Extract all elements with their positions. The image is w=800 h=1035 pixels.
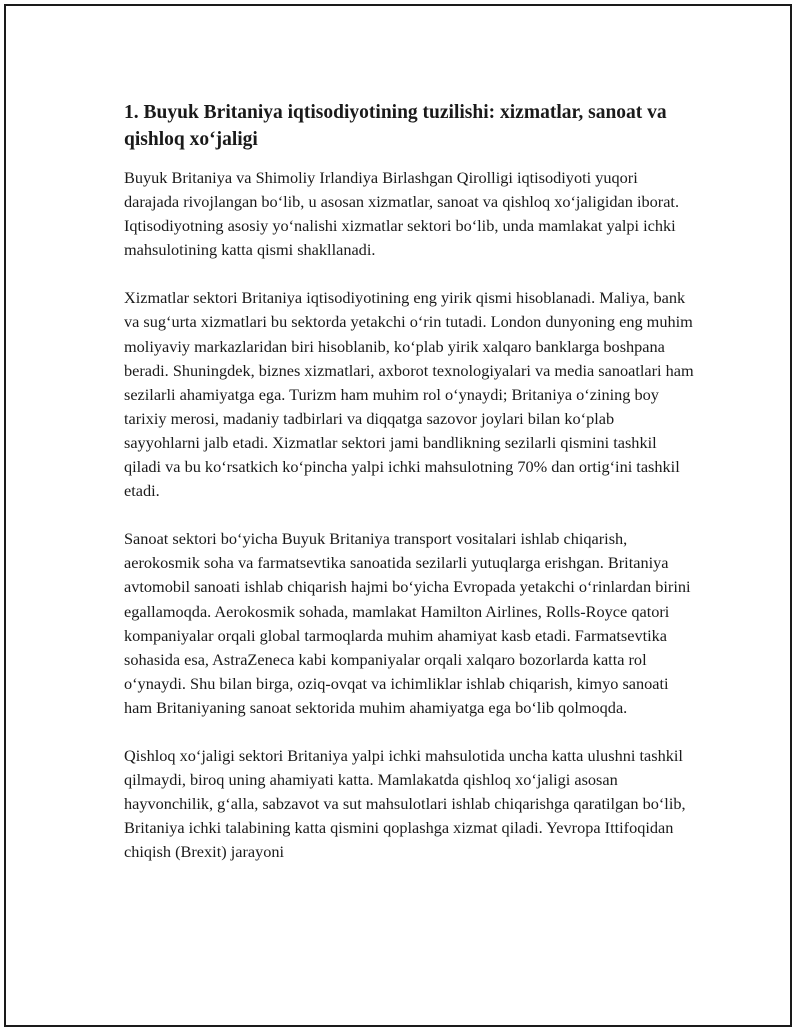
page-frame [4, 4, 792, 1027]
paragraph-agriculture: Qishloq xo‘jaligi sektori Britaniya yalpi ichki mahsulotida uncha katta ulushni tashkil qilmaydi, biroq uning ahamiyati katta. Mamlakatda qishloq xo‘jaligi asosan hayvonchilik, g‘alla, sabzavot va sut mahsulotlari ishlab chiqarishga qaratilgan bo‘lib, Britaniya ichki talabining katta qismini qoplashga xizmat qiladi. Yevropa Ittifoqidan chiqish (Brexit) jarayoni [124, 745, 686, 862]
section-heading: 1. Buyuk Britaniya iqtisodiyotining tuzilishi: xizmatlar, sanoat va qishloq xo‘jaligi [124, 102, 667, 150]
paragraph-intro: Buyuk Britaniya va Shimoliy Irlandiya Birlashgan Qirolligi iqtisodiyoti yuqori darajada rivojlangan bo‘lib, u asosan xizmatlar, sanoat va qishloq xo‘jaligidan iborat. Iqtisodiyotning asosiy yo‘nalishi xizmatlar sektori bo‘lib, unda mamlakat yalpi ichki mahsulotining katta qismi shakllanadi. [124, 168, 680, 260]
paragraph-services: Xizmatlar sektori Britaniya iqtisodiyotining eng yirik qismi hisoblanadi. Maliya, bank va sug‘urta xizmatlari bu sektorda yetakchi o‘rin tutadi. London dunyoning eng muhim moliyaviy markazlaridan biri hisoblanib, ko‘plab yirik xalqaro banklarga boshpana beradi. Shuningdek, biznes xizmatlari, axborot texnologiyalari va media sanoatlari ham sezilarli ahamiyatga ega. Turizm ham muhim rol o‘ynaydi; Britaniya o‘zining boy tarixiy merosi, madaniy tadbirlari va diqqatga sazovor joylari bilan ko‘plab sayyohlarni jalb etadi. Xizmatlar sektori jami bandlikning sezilarli qismini tashkil qiladi va bu ko‘rsatkich ko‘pincha yalpi ichki mahsulotning 70% dan ortig‘ini tashkil etadi. [124, 288, 694, 501]
document-body [124, 99, 694, 888]
paragraph-industry: Sanoat sektori bo‘yicha Buyuk Britaniya transport vositalari ishlab chiqarish, aerokosmik soha va farmatsevtika sanoatida sezilarli yutuqlarga erishgan. Britaniya avtomobil sanoati ishlab chiqarish hajmi bo‘yicha Evropada yetakchi o‘rinlardan birini egallamoqda. Aerokosmik sohada, mamlakat Hamilton Airlines, Rolls-Royce qatori kompaniyalar orqali global tarmoqlarda muhim ahamiyat kasb etadi. Farmatsevtika sohasida esa, AstraZeneca kabi kompaniyalar orqali xalqaro bozorlarda katta rol o‘ynaydi. Shu bilan birga, oziq-ovqat va ichimliklar ishlab chiqarish, kimyo sanoati ham Britaniyaning sanoat sektorida muhim ahamiyatga ega bo‘lib qolmoqda. [124, 529, 691, 717]
